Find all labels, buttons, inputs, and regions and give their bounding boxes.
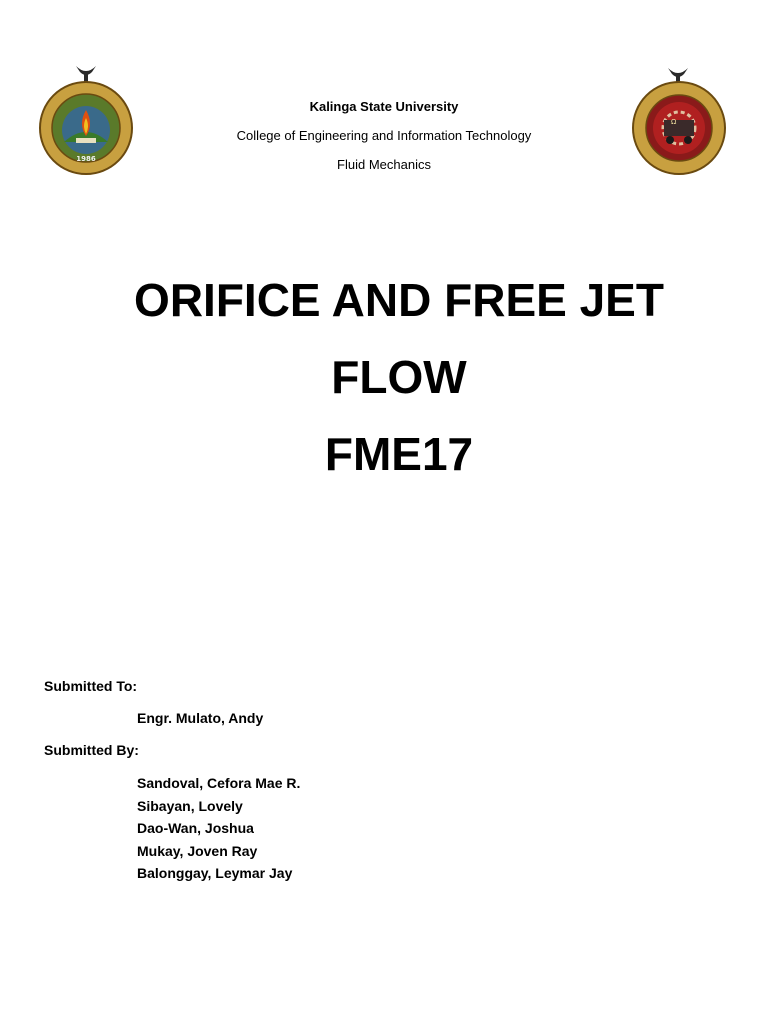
document-title-line-2: FLOW (331, 351, 467, 403)
course-code: FME17 (324, 428, 474, 480)
member-name: Sibayan, Lovely (137, 797, 243, 814)
submitted-to-label: Submitted To: (44, 678, 138, 694)
submitted-by-label: Submitted By: (44, 742, 139, 758)
document-title-line-1: ORIFICE AND FREE JET (134, 274, 664, 326)
seal-left-year: 1986 (76, 155, 96, 163)
member-name: Sandoval, Cefora Mae R. (137, 775, 301, 791)
member-list (137, 773, 300, 886)
course-name: Fluid Mechanics (337, 157, 431, 172)
university-name: Kalinga State University (309, 99, 459, 114)
member-name: Mukay, Joven Ray (137, 842, 258, 859)
college-name: College of Engineering and Information Technology (236, 128, 532, 143)
svg-text:Ω: Ω (671, 118, 677, 126)
instructor-name: Engr. Mulato, Andy (137, 710, 264, 726)
member-name: Balonggay, Leymar Jay (137, 865, 293, 881)
member-name: Dao-Wan, Joshua (137, 820, 254, 836)
